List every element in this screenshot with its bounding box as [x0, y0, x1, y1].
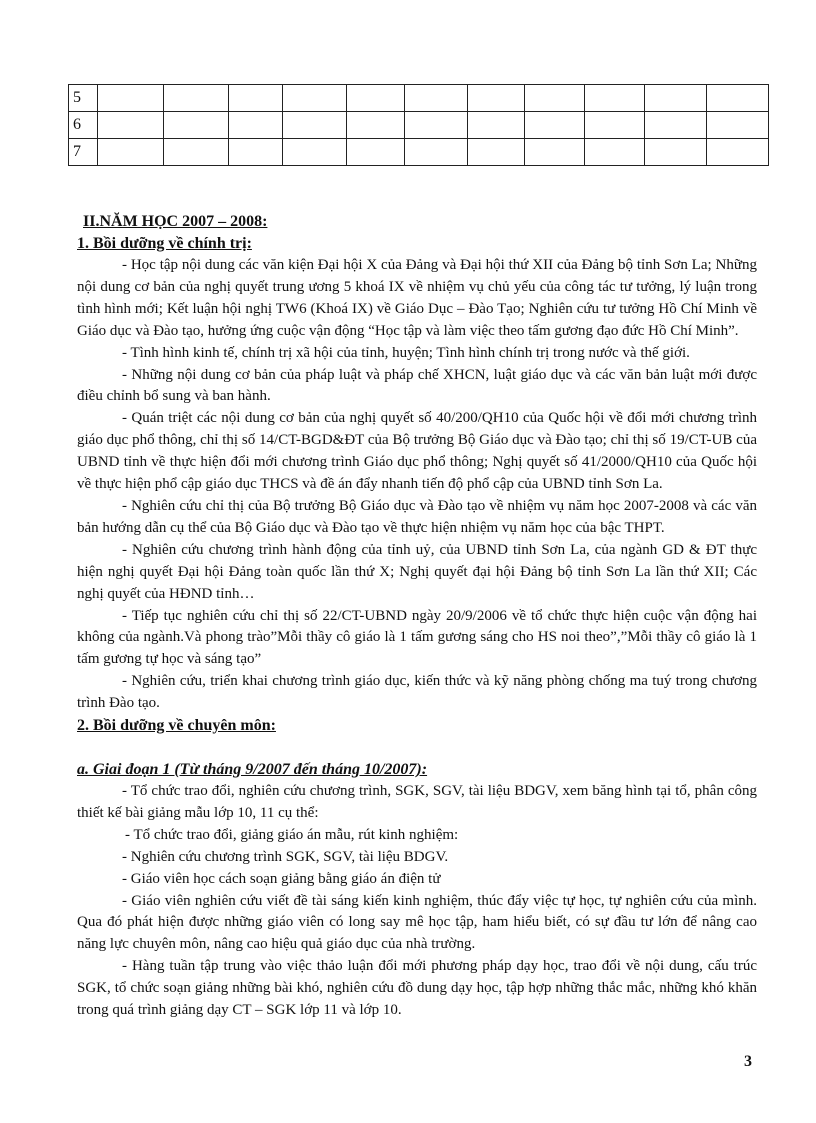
- paragraph: - Quán triệt các nội dung cơ bản của nghị quyết số 40/200/QH10 của Quốc hội về đổi mới chương trình giáo dục phổ thông, chỉ thị số 14/CT-BGD&ĐT của Bộ trưởng Bộ Giáo dục và Đào tạo; chỉ thị số 19/CT-UB của UBND tỉnh về thực hiện đổi mới chương trình Giáo dục phổ thông; Nghị quyết số 41/2000/QH10 của Quốc hội về thực hiện phổ cập giáo dục THCS và đề án đẩy nhanh tiến độ phổ cập của UBND tỉnh Sơn La.: [77, 410, 757, 493]
- main-heading: II.NĂM HỌC 2007 – 2008:: [83, 213, 268, 230]
- paragraph: - Nghiên cứu, triển khai chương trình giáo dục, kiến thức và kỹ năng phòng chống ma tuý trong chương trình Đào tạo.: [77, 673, 757, 712]
- subsection-heading-phase-1: a. Giai đoạn 1 (Từ tháng 9/2007 đến tháng 10/2007):: [77, 761, 428, 779]
- paragraph: - Nghiên cứu chỉ thị của Bộ trưởng Bộ Giáo dục và Đào tạo về nhiệm vụ năm học 2007-2008 và các văn bản hướng dẫn cụ thể của Bộ Giáo dục và Đào tạo về thực hiện nhiệm vụ năm học của bậc THPT.: [77, 497, 757, 536]
- list-item: - Giáo viên học cách soạn giảng bằng giáo án điện tử: [122, 870, 441, 887]
- document-body: [77, 211, 757, 1022]
- table-cell-num: 7: [69, 139, 98, 166]
- table-row: [69, 85, 769, 112]
- data-table: [68, 84, 769, 166]
- table-row: [69, 112, 769, 139]
- table-cell-num: 5: [69, 85, 98, 112]
- table-cell-num: 6: [69, 112, 98, 139]
- paragraph: - Hàng tuần tập trung vào việc thảo luận đổi mới phương pháp dạy học, trao đổi về nội dung, cấu trúc SGK, tổ chức soạn giảng những bài khó, nghiên cứu đồ dung dạy học, tập hợp những thắc mắc, những khó khăn trong quá trình giảng dạy CT – SGK lớp 11 và lớp 10.: [77, 958, 757, 1019]
- table-row: [69, 139, 769, 166]
- page-number: 3: [744, 1053, 752, 1070]
- paragraph: - Tổ chức trao đổi, nghiên cứu chương trình, SGK, SGV, tài liệu BDGV, xem băng hình tại tổ, phân công thiết kế bài giảng mẫu lớp 10, 11 cụ thể:: [77, 783, 757, 821]
- paragraph: - Học tập nội dung các văn kiện Đại hội X của Đảng và Đại hội thứ XII của Đảng bộ tỉnh Sơn La; Những nội dung cơ bản của nghị quyết trung ương 5 khoá IX về nhiệm vụ chủ yếu của công tác tư tưởng, lý luận trong tình hình mới; Kết luận hội nghị TW6 (Khoá IX) về Giáo Dục – Đào Tạo; Nghiên cứu tư tưởng Hồ Chí Minh về Giáo dục và Đào tạo, hưởng ứng cuộc vận động “Học tập và làm việc theo tấm gương đạo đức Hồ Chí Minh”.: [77, 257, 757, 339]
- list-item: - Tổ chức trao đổi, giảng giáo án mẫu, rút kinh nghiệm:: [125, 826, 459, 843]
- paragraph: - Tình hình kinh tế, chính trị xã hội của tỉnh, huyện; Tình hình chính trị trong nước và thế giới.: [122, 344, 690, 361]
- paragraph: - Tiếp tục nghiên cứu chỉ thị số 22/CT-UBND ngày 20/9/2006 về tổ chức thực hiện cuộc vận động hai không của ngành.Và phong trào”Mỗi thầy cô giáo là 1 tấm gương sáng cho HS noi theo”,”Mỗi thầy cô giáo là 1 tấm gương tự học và sáng tạo”: [77, 607, 757, 668]
- section-heading-political: 1. Bồi dưỡng về chính trị:: [77, 235, 252, 252]
- blank-line: [77, 737, 757, 759]
- section-heading-professional: 2. Bồi dưỡng về chuyên môn:: [77, 717, 276, 735]
- paragraph: - Những nội dung cơ bản của pháp luật và pháp chế XHCN, luật giáo dục và các văn bản luật mới được điều chỉnh bổ sung và ban hành.: [77, 366, 757, 405]
- paragraph: - Nghiên cứu chương trình hành động của tỉnh uỷ, của UBND tỉnh Sơn La, của ngành GD & ĐT thực hiện nghị quyết Đại hội Đảng toàn quốc lần thứ X; Nghị quyết đại hội Đảng bộ tỉnh Sơn La lần thứ XII; Các nghị quyết của HĐND tỉnh…: [77, 541, 757, 602]
- list-item: - Nghiên cứu chương trình SGK, SGV, tài liệu BDGV.: [122, 848, 449, 865]
- paragraph: - Giáo viên nghiên cứu viết đề tài sáng kiến kinh nghiệm, thúc đẩy việc tự học, tự nghiên cứu của mình. Qua đó phát hiện được những giáo viên có long say mê học tập, ham hiểu biết, có sự đầu tư lớn để nâng cao năng lực chuyên môn, nâng cao hiệu quả giáo dục của nhà trường.: [77, 892, 757, 953]
